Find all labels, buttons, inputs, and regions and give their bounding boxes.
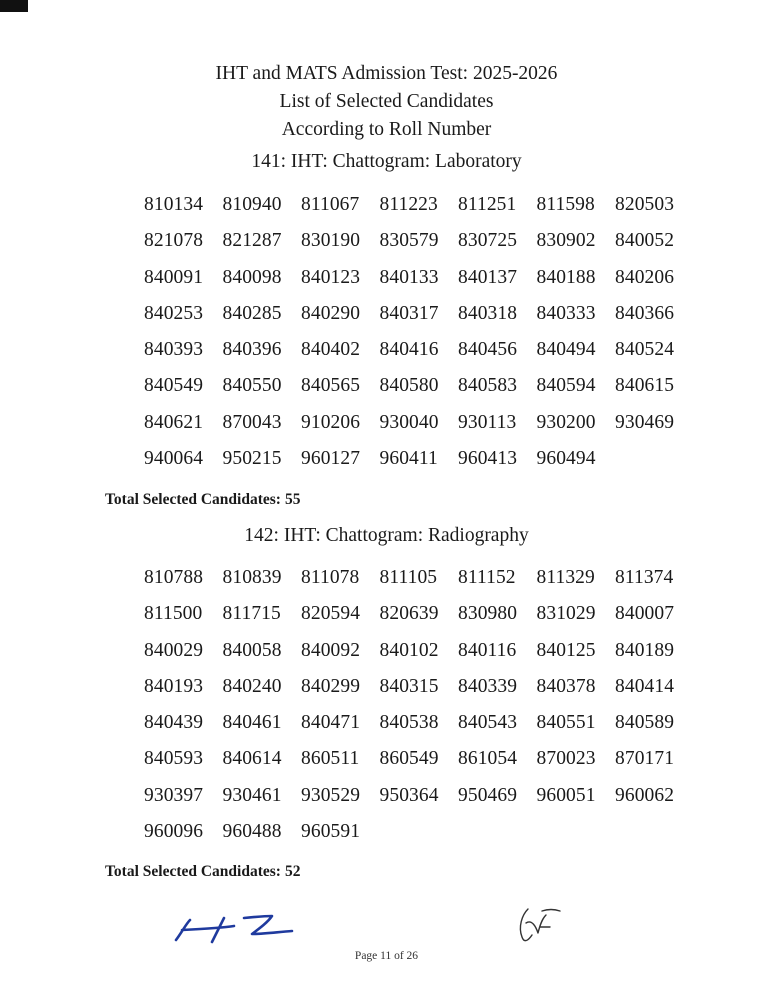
roll-number: 840317 <box>379 302 439 324</box>
roll-number: 811329 <box>536 567 595 588</box>
roll-number: 930529 <box>301 784 361 806</box>
roll-number: 840550 <box>222 375 282 397</box>
section-title-radiography: 142: IHT: Chattogram: Radiography <box>244 525 529 546</box>
roll-number: 810788 <box>144 567 204 588</box>
roll-number: 831029 <box>536 603 596 625</box>
roll-number: 820639 <box>379 603 439 625</box>
roll-number: 840580 <box>379 375 439 397</box>
roll-number: 811500 <box>144 603 203 625</box>
total-label: Total Selected Candidates: <box>105 491 281 508</box>
roll-number: 840285 <box>222 302 282 324</box>
roll-number: 840123 <box>301 266 361 288</box>
roll-number: 840098 <box>222 266 282 288</box>
roll-number: 811598 <box>536 194 595 215</box>
roll-number: 840589 <box>615 712 675 734</box>
roll-number: 870171 <box>615 748 675 770</box>
roll-number: 840614 <box>222 748 282 770</box>
roll-number: 821078 <box>144 230 204 252</box>
section-title-laboratory: 141: IHT: Chattogram: Laboratory <box>251 151 522 172</box>
roll-number: 940064 <box>144 448 204 470</box>
roll-number: 840091 <box>144 266 204 288</box>
header-subtitle: List of Selected Candidates <box>279 91 494 112</box>
roll-number: 840052 <box>615 230 675 252</box>
roll-number: 930461 <box>222 784 282 806</box>
header-title: IHT and MATS Admission Test: 2025-2026 <box>215 63 558 84</box>
roll-number: 840402 <box>301 339 361 361</box>
signature-right <box>512 905 562 945</box>
roll-number: 840137 <box>458 266 518 288</box>
roll-number: 830902 <box>536 230 596 252</box>
roll-number: 960591 <box>301 821 361 843</box>
roll-number: 960096 <box>144 821 204 843</box>
roll-number: 840339 <box>458 675 518 697</box>
roll-number: 840583 <box>458 375 518 397</box>
roll-number: 960062 <box>615 784 675 806</box>
roll-number: 930397 <box>144 784 204 806</box>
total-selected-laboratory <box>105 491 300 509</box>
roll-number: 811374 <box>615 567 674 588</box>
roll-number: 840299 <box>301 675 361 697</box>
roll-number: 811067 <box>301 194 360 215</box>
roll-number: 840029 <box>144 639 204 661</box>
roll-number: 811152 <box>458 567 516 588</box>
roll-number: 840396 <box>222 339 282 361</box>
roll-number: 830725 <box>458 230 518 252</box>
roll-number: 820503 <box>615 194 675 215</box>
roll-number: 910206 <box>301 411 361 433</box>
roll-number: 840416 <box>379 339 439 361</box>
roll-number: 840290 <box>301 302 361 324</box>
roll-number: 840538 <box>379 712 439 734</box>
roll-number: 811715 <box>222 603 281 625</box>
roll-number: 930040 <box>379 411 439 433</box>
roll-number: 810940 <box>222 194 282 215</box>
roll-number: 960494 <box>536 448 596 470</box>
roll-number: 840240 <box>222 675 282 697</box>
document-header <box>0 60 773 144</box>
roll-number: 840543 <box>458 712 518 734</box>
roll-number: 930200 <box>536 411 596 433</box>
roll-number: 840456 <box>458 339 518 361</box>
total-label: Total Selected Candidates: <box>105 863 281 880</box>
roll-number: 870043 <box>222 411 282 433</box>
roll-number: 840615 <box>615 375 675 397</box>
roll-number: 840393 <box>144 339 204 361</box>
roll-number: 860549 <box>379 748 439 770</box>
roll-number: 960413 <box>458 448 518 470</box>
roll-number: 811078 <box>301 567 360 588</box>
roll-number: 950364 <box>379 784 439 806</box>
scan-edge-mark <box>0 0 28 12</box>
roll-number: 840318 <box>458 302 518 324</box>
roll-number: 840378 <box>536 675 596 697</box>
roll-number: 840092 <box>301 639 361 661</box>
roll-number: 960488 <box>222 821 282 843</box>
roll-number: 930113 <box>458 411 517 433</box>
header-sort-note: According to Roll Number <box>281 119 492 140</box>
roll-number: 840621 <box>144 411 204 433</box>
roll-number: 810134 <box>144 194 204 215</box>
roll-number: 840253 <box>144 302 204 324</box>
roll-number: 811251 <box>458 194 517 215</box>
roll-number: 840102 <box>379 639 439 661</box>
roll-number: 930469 <box>615 411 675 433</box>
roll-number: 811105 <box>379 567 438 588</box>
roll-number: 830980 <box>458 603 518 625</box>
roll-number: 821287 <box>222 230 282 252</box>
roll-number: 810839 <box>222 567 282 588</box>
roll-number: 830579 <box>379 230 439 252</box>
roll-number: 840116 <box>458 639 517 661</box>
roll-number: 840193 <box>144 675 204 697</box>
roll-number: 840189 <box>615 639 675 661</box>
signature-left <box>172 912 300 948</box>
roll-number: 811223 <box>379 194 438 215</box>
roll-number: 840593 <box>144 748 204 770</box>
total-selected-radiography <box>105 863 300 881</box>
roll-number: 840007 <box>615 603 675 625</box>
total-count: 52 <box>284 863 301 880</box>
roll-number: 840133 <box>379 266 439 288</box>
roll-number: 840524 <box>615 339 675 361</box>
roll-number: 840333 <box>536 302 596 324</box>
roll-number: 870023 <box>536 748 596 770</box>
roll-number: 950469 <box>458 784 518 806</box>
roll-number: 840551 <box>536 712 596 734</box>
roll-number: 960051 <box>536 784 596 806</box>
roll-number: 830190 <box>301 230 361 252</box>
roll-number: 861054 <box>458 748 518 770</box>
roll-number: 840549 <box>144 375 204 397</box>
roll-number: 840366 <box>615 302 675 324</box>
roll-number: 840439 <box>144 712 204 734</box>
roll-number-grid-laboratory <box>144 194 694 484</box>
roll-number: 820594 <box>301 603 361 625</box>
roll-number: 840461 <box>222 712 282 734</box>
roll-number: 840471 <box>301 712 361 734</box>
roll-number-grid-radiography <box>144 567 694 857</box>
roll-number: 840125 <box>536 639 596 661</box>
total-count: 55 <box>284 491 301 508</box>
roll-number: 840594 <box>536 375 596 397</box>
roll-number: 840414 <box>615 675 675 697</box>
roll-number: 960411 <box>379 448 438 470</box>
roll-number: 950215 <box>222 448 282 470</box>
roll-number: 840315 <box>379 675 439 697</box>
roll-number: 840206 <box>615 266 675 288</box>
roll-number: 840494 <box>536 339 596 361</box>
roll-number: 840565 <box>301 375 361 397</box>
roll-number: 860511 <box>301 748 360 770</box>
page-number: Page 11 of 26 <box>354 950 419 962</box>
roll-number: 960127 <box>301 448 361 470</box>
roll-number: 840058 <box>222 639 282 661</box>
roll-number: 840188 <box>536 266 596 288</box>
